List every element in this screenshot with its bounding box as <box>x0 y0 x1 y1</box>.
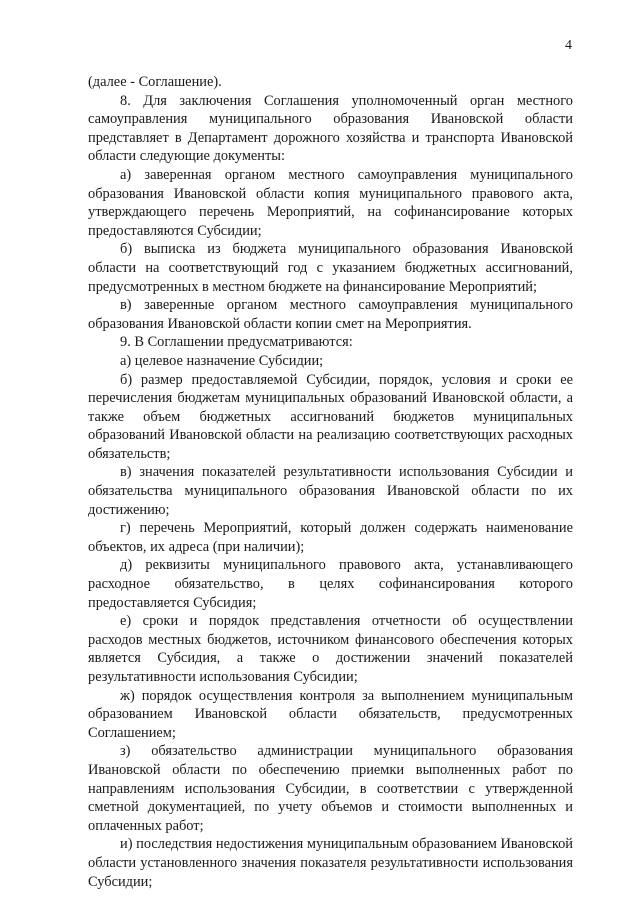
paragraph-item-8: 8. Для заключения Соглашения уполномоченный орган местного самоуправления муниципального образования Ивановской области представляет в Департамент дорожного хозяйства и транспорта Ивановской области следующие документы: <box>88 92 573 165</box>
paragraph-item-9v: в) значения показателей результативности использования Субсидии и обязательства муниципального образования Ивановской области по их достижению; <box>88 464 573 518</box>
paragraph-item-9zh: ж) порядок осуществления контроля за выполнением муниципальным образованием Ивановской области обязательств, предусмотренных Соглашением; <box>88 687 573 741</box>
paragraph-item-8v: в) заверенные органом местного самоуправления муниципального образования Ивановской области копии смет на Мероприятия. <box>88 297 573 332</box>
paragraph-item-9: 9. В Соглашении предусматриваются: <box>120 334 353 351</box>
paragraph-item-9g: г) перечень Мероприятий, который должен содержать наименование объектов, их адреса (при наличии); <box>88 520 573 555</box>
paragraph-item-9z: з) обязательство администрации муниципального образования Ивановской области по обеспечению приемки выполненных работ по направлениям использования Субсидии, в соответствии с утвержденной сметной документацией, по учету объемов и стоимости выполненных и оплаченных работ; <box>88 743 573 834</box>
paragraph-item-9e: е) сроки и порядок представления отчетности об осуществлении расходов местных бюджетов, источником финансового обеспечения которых является Субсидия, а также о достижении значений показателей результативности использования Субсидии; <box>88 613 573 685</box>
paragraph-item-8a: а) заверенная органом местного самоуправления муниципального образования Ивановской области копия муниципального правового акта, утверждающего перечень Мероприятий, на софинансирование которых предоставляются Субсидии; <box>88 166 573 239</box>
document-body <box>88 73 573 891</box>
paragraph-item-8b: б) выписка из бюджета муниципального образования Ивановской области на соответствующий год с указанием бюджетных ассигнований, предусмотренных в местном бюджете на финансирование Мероприятий; <box>88 241 573 295</box>
paragraph-item-9d: д) реквизиты муниципального правового акта, устанавливающего расходное обязательство, в целях софинансирования которого предоставляется Субсидия; <box>88 557 573 611</box>
paragraph-continuation: (далее - Соглашение). <box>88 74 222 90</box>
page-number: 4 <box>565 38 572 53</box>
paragraph-item-9i: и) последствия недостижения муниципальным образованием Ивановской области установленного значения показателя результативности использования Субсидии; <box>88 836 573 890</box>
paragraph-item-9b: б) размер предоставляемой Субсидии, порядок, условия и сроки ее перечисления бюджетам муниципальных образований Ивановской области, а также объем бюджетных ассигнований бюджетов муниципальных образований Ивановской области на реализацию соответствующих расходных обязательств; <box>88 371 573 462</box>
paragraph-item-9a: а) целевое назначение Субсидии; <box>120 352 324 369</box>
